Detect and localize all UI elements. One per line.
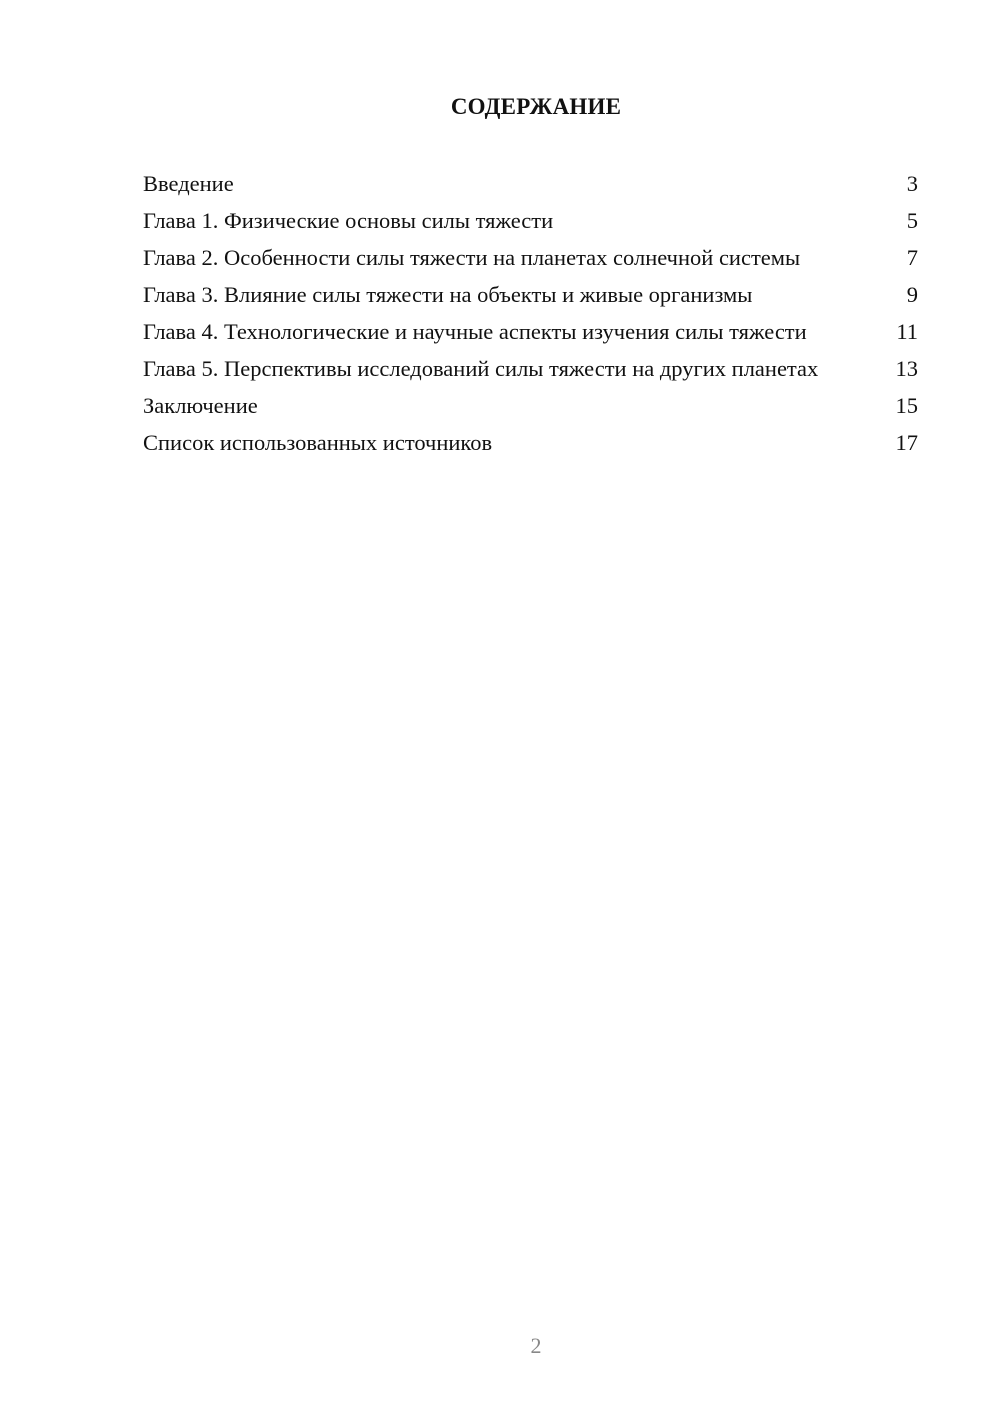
toc-entry-title: Глава 5. Перспективы исследований силы тяжести на других планетах bbox=[143, 356, 819, 381]
toc-entry-page: 11 bbox=[896, 319, 918, 344]
toc-entry-chapter-2 bbox=[143, 244, 918, 272]
toc-entry-title: Глава 3. Влияние силы тяжести на объекты и живые организмы bbox=[143, 282, 753, 307]
toc-entry-title: Заключение bbox=[143, 393, 258, 418]
toc-entry-title: Глава 4. Технологические и научные аспекты изучения силы тяжести bbox=[143, 319, 807, 344]
toc-entry-page: 7 bbox=[906, 245, 918, 270]
toc-entry-title: Введение bbox=[143, 171, 234, 196]
toc-entry-title: Глава 1. Физические основы силы тяжести bbox=[143, 208, 554, 233]
toc-entry-chapter-1 bbox=[143, 207, 918, 235]
page-title: СОДЕРЖАНИЕ bbox=[450, 94, 622, 119]
toc-entry-chapter-5 bbox=[143, 355, 918, 383]
toc-entry-references bbox=[143, 429, 918, 457]
toc-entry-page: 17 bbox=[895, 430, 918, 455]
toc-entry-page: 15 bbox=[895, 393, 918, 418]
toc-entry-chapter-3 bbox=[143, 281, 918, 309]
toc-entry-title: Список использованных источников bbox=[143, 430, 493, 455]
toc-entry-chapter-4 bbox=[143, 318, 918, 346]
toc-entry-title: Глава 2. Особенности силы тяжести на планетах солнечной системы bbox=[143, 245, 801, 270]
toc-entry-page: 5 bbox=[906, 208, 918, 233]
page-number: 2 bbox=[530, 1333, 542, 1358]
toc-entry-page: 9 bbox=[906, 282, 918, 307]
toc-entry-page: 3 bbox=[906, 171, 918, 196]
table-of-contents bbox=[143, 170, 918, 466]
toc-entry-conclusion bbox=[143, 392, 918, 420]
toc-entry-page: 13 bbox=[895, 356, 918, 381]
toc-entry-introduction bbox=[143, 170, 918, 198]
